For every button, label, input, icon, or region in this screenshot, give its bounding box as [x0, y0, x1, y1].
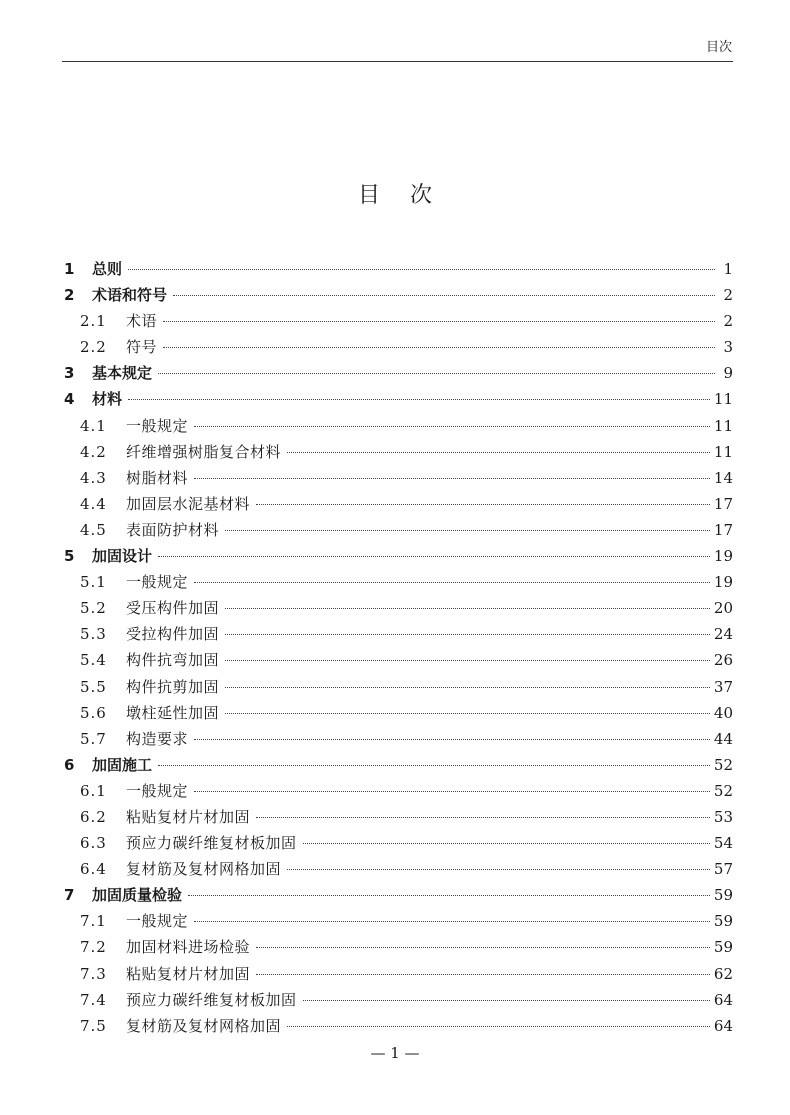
toc-entry-title: 树脂材料	[126, 468, 189, 487]
toc-entry-7-4[interactable]	[62, 989, 733, 1015]
toc-entry-page: 11	[713, 442, 733, 461]
dot-leader	[256, 504, 710, 505]
dot-leader	[194, 739, 710, 740]
toc-entry-number: 2.1	[80, 312, 107, 331]
toc-entry-number: 6	[64, 755, 75, 774]
dot-leader	[287, 452, 710, 453]
toc-entry-title: 复材筋及复材网格加固	[126, 1016, 282, 1035]
toc-entry-title: 复材筋及复材网格加固	[126, 860, 282, 879]
toc-entry-page: 2	[723, 286, 733, 305]
toc-entry-number: 5.3	[80, 625, 107, 644]
dot-leader	[194, 478, 710, 479]
header-rule	[62, 61, 733, 62]
toc-entry-1[interactable]	[62, 258, 733, 284]
toc-entry-7-3[interactable]	[62, 963, 733, 989]
toc-entry-4-4[interactable]	[62, 493, 733, 519]
toc-entry-page: 26	[713, 651, 733, 670]
dot-leader	[225, 660, 710, 661]
toc-entry-number: 7.1	[80, 912, 107, 931]
toc-entry-number: 5.6	[80, 703, 107, 722]
toc-entry-title: 受压构件加固	[126, 599, 220, 618]
dot-leader	[158, 373, 715, 374]
toc-entry-7-2[interactable]	[62, 936, 733, 962]
toc-entry-title: 基本规定	[92, 364, 153, 383]
toc-entry-page: 54	[713, 834, 733, 853]
toc-entry-title: 预应力碳纤维复材板加固	[126, 834, 297, 853]
toc-entry-title: 加固材料进场检验	[126, 938, 251, 957]
dot-leader	[225, 713, 710, 714]
toc-entry-4-5[interactable]	[62, 519, 733, 545]
dot-leader	[194, 582, 710, 583]
dot-leader	[158, 765, 710, 766]
toc-entry-title: 表面防护材料	[126, 520, 220, 539]
dot-leader	[256, 974, 710, 975]
toc-entry-page: 3	[723, 338, 733, 357]
toc-entry-5[interactable]	[62, 545, 733, 571]
toc-entry-number: 7.3	[80, 964, 107, 983]
toc-entry-number: 5.2	[80, 599, 107, 618]
toc-entry-title: 一般规定	[126, 912, 189, 931]
table-of-contents	[62, 258, 733, 1041]
toc-entry-number: 6.2	[80, 807, 107, 826]
dot-leader	[287, 1026, 710, 1027]
toc-entry-4-3[interactable]	[62, 467, 733, 493]
toc-entry-page: 2	[723, 312, 733, 331]
toc-entry-number: 4.3	[80, 468, 107, 487]
toc-entry-page: 37	[713, 677, 733, 696]
toc-entry-title: 符号	[126, 338, 158, 357]
toc-entry-title: 墩柱延性加固	[126, 703, 220, 722]
dot-leader	[256, 817, 710, 818]
toc-entry-7-5[interactable]	[62, 1015, 733, 1041]
toc-entry-2-2[interactable]	[62, 336, 733, 362]
toc-entry-title: 术语和符号	[92, 286, 168, 305]
toc-entry-title: 加固设计	[92, 547, 153, 566]
toc-entry-3[interactable]	[62, 362, 733, 388]
dot-leader	[303, 843, 710, 844]
toc-entry-title: 粘贴复材片材加固	[126, 807, 251, 826]
dot-leader	[188, 895, 710, 896]
toc-entry-title: 受拉构件加固	[126, 625, 220, 644]
toc-entry-title: 纤维增强树脂复合材料	[126, 442, 282, 461]
toc-entry-title: 构件抗弯加固	[126, 651, 220, 670]
toc-entry-number: 5.4	[80, 651, 107, 670]
toc-entry-number: 4.1	[80, 416, 107, 435]
toc-entry-page: 19	[713, 573, 733, 592]
toc-entry-number: 4.4	[80, 494, 107, 513]
toc-entry-number: 2.2	[80, 338, 107, 357]
toc-entry-title: 材料	[92, 390, 123, 409]
toc-entry-title: 总则	[92, 260, 123, 278]
toc-entry-title: 预应力碳纤维复材板加固	[126, 990, 297, 1009]
toc-entry-page: 64	[713, 1016, 733, 1035]
dot-leader	[225, 530, 710, 531]
toc-entry-title: 粘贴复材片材加固	[126, 964, 251, 983]
toc-entry-page: 1	[723, 260, 733, 278]
toc-entry-title: 一般规定	[126, 416, 189, 435]
toc-entry-5-3[interactable]	[62, 623, 733, 649]
toc-entry-6-4[interactable]	[62, 858, 733, 884]
toc-entry-7-1[interactable]	[62, 910, 733, 936]
toc-entry-5-4[interactable]	[62, 649, 733, 675]
toc-entry-2[interactable]	[62, 284, 733, 310]
toc-entry-number: 6.3	[80, 834, 107, 853]
toc-entry-2-1[interactable]	[62, 310, 733, 336]
toc-entry-number: 7.4	[80, 990, 107, 1009]
dot-leader	[158, 556, 710, 557]
dot-leader	[303, 1000, 710, 1001]
toc-entry-7[interactable]	[62, 884, 733, 910]
toc-entry-number: 4.5	[80, 520, 107, 539]
toc-entry-page: 11	[713, 390, 733, 409]
toc-entry-6-2[interactable]	[62, 806, 733, 832]
toc-entry-title: 一般规定	[126, 573, 189, 592]
toc-entry-number: 2	[64, 286, 75, 305]
toc-entry-title: 术语	[126, 312, 158, 331]
toc-entry-number: 5	[64, 547, 75, 566]
dot-leader	[163, 321, 715, 322]
toc-entry-page: 52	[713, 781, 733, 800]
toc-entry-number: 4	[64, 390, 75, 409]
toc-entry-page: 24	[713, 625, 733, 644]
toc-entry-number: 7.2	[80, 938, 107, 957]
toc-entry-page: 14	[713, 468, 733, 487]
toc-entry-number: 7	[64, 886, 75, 905]
toc-entry-5-6[interactable]	[62, 702, 733, 728]
toc-entry-page: 57	[713, 860, 733, 879]
toc-entry-page: 17	[713, 520, 733, 539]
toc-entry-6-1[interactable]	[62, 780, 733, 806]
dot-leader	[225, 687, 710, 688]
toc-entry-number: 6.1	[80, 781, 107, 800]
toc-entry-page: 40	[713, 703, 733, 722]
toc-entry-6[interactable]	[62, 754, 733, 780]
toc-entry-page: 44	[713, 729, 733, 748]
toc-entry-page: 11	[713, 416, 733, 435]
toc-entry-page: 59	[713, 886, 733, 905]
toc-entry-5-7[interactable]	[62, 728, 733, 754]
toc-entry-title: 加固施工	[92, 755, 153, 774]
toc-entry-page: 17	[713, 494, 733, 513]
toc-entry-5-2[interactable]	[62, 597, 733, 623]
dot-leader	[194, 426, 710, 427]
toc-entry-title: 加固层水泥基材料	[126, 494, 251, 513]
dot-leader	[128, 399, 710, 400]
dot-leader	[256, 947, 710, 948]
toc-entry-page: 53	[713, 807, 733, 826]
dot-leader	[225, 634, 710, 635]
toc-entry-number: 5.1	[80, 573, 107, 592]
dot-leader	[194, 921, 710, 922]
toc-entry-4-1[interactable]	[62, 415, 733, 441]
toc-entry-number: 3	[64, 364, 75, 383]
toc-entry-page: 59	[713, 912, 733, 931]
dot-leader	[225, 608, 710, 609]
dot-leader	[287, 869, 710, 870]
toc-entry-page: 20	[713, 599, 733, 618]
toc-entry-page: 62	[713, 964, 733, 983]
running-header: 目次	[705, 40, 732, 55]
page-title: 目次	[357, 183, 462, 208]
toc-entry-5-1[interactable]	[62, 571, 733, 597]
toc-entry-page: 9	[723, 364, 733, 383]
toc-entry-number: 5.5	[80, 677, 107, 696]
dot-leader	[163, 347, 715, 348]
toc-entry-title: 构件抗剪加固	[126, 677, 220, 696]
toc-entry-number: 5.7	[80, 729, 107, 748]
dot-leader	[173, 295, 715, 296]
toc-entry-number: 6.4	[80, 860, 107, 879]
toc-entry-number: 1	[64, 260, 75, 278]
toc-entry-page: 52	[713, 755, 733, 774]
toc-entry-6-3[interactable]	[62, 832, 733, 858]
toc-entry-number: 4.2	[80, 442, 107, 461]
toc-entry-page: 59	[713, 938, 733, 957]
toc-entry-title: 构造要求	[126, 729, 189, 748]
dot-leader	[128, 269, 715, 270]
toc-entry-title: 一般规定	[126, 781, 189, 800]
toc-entry-4-2[interactable]	[62, 441, 733, 467]
toc-entry-title: 加固质量检验	[92, 886, 183, 905]
toc-entry-page: 19	[713, 547, 733, 566]
toc-entry-5-5[interactable]	[62, 676, 733, 702]
dot-leader	[194, 791, 710, 792]
toc-entry-page: 64	[713, 990, 733, 1009]
toc-entry-number: 7.5	[80, 1016, 107, 1035]
page-number: — 1 —	[370, 1044, 420, 1062]
toc-entry-4[interactable]	[62, 388, 733, 414]
